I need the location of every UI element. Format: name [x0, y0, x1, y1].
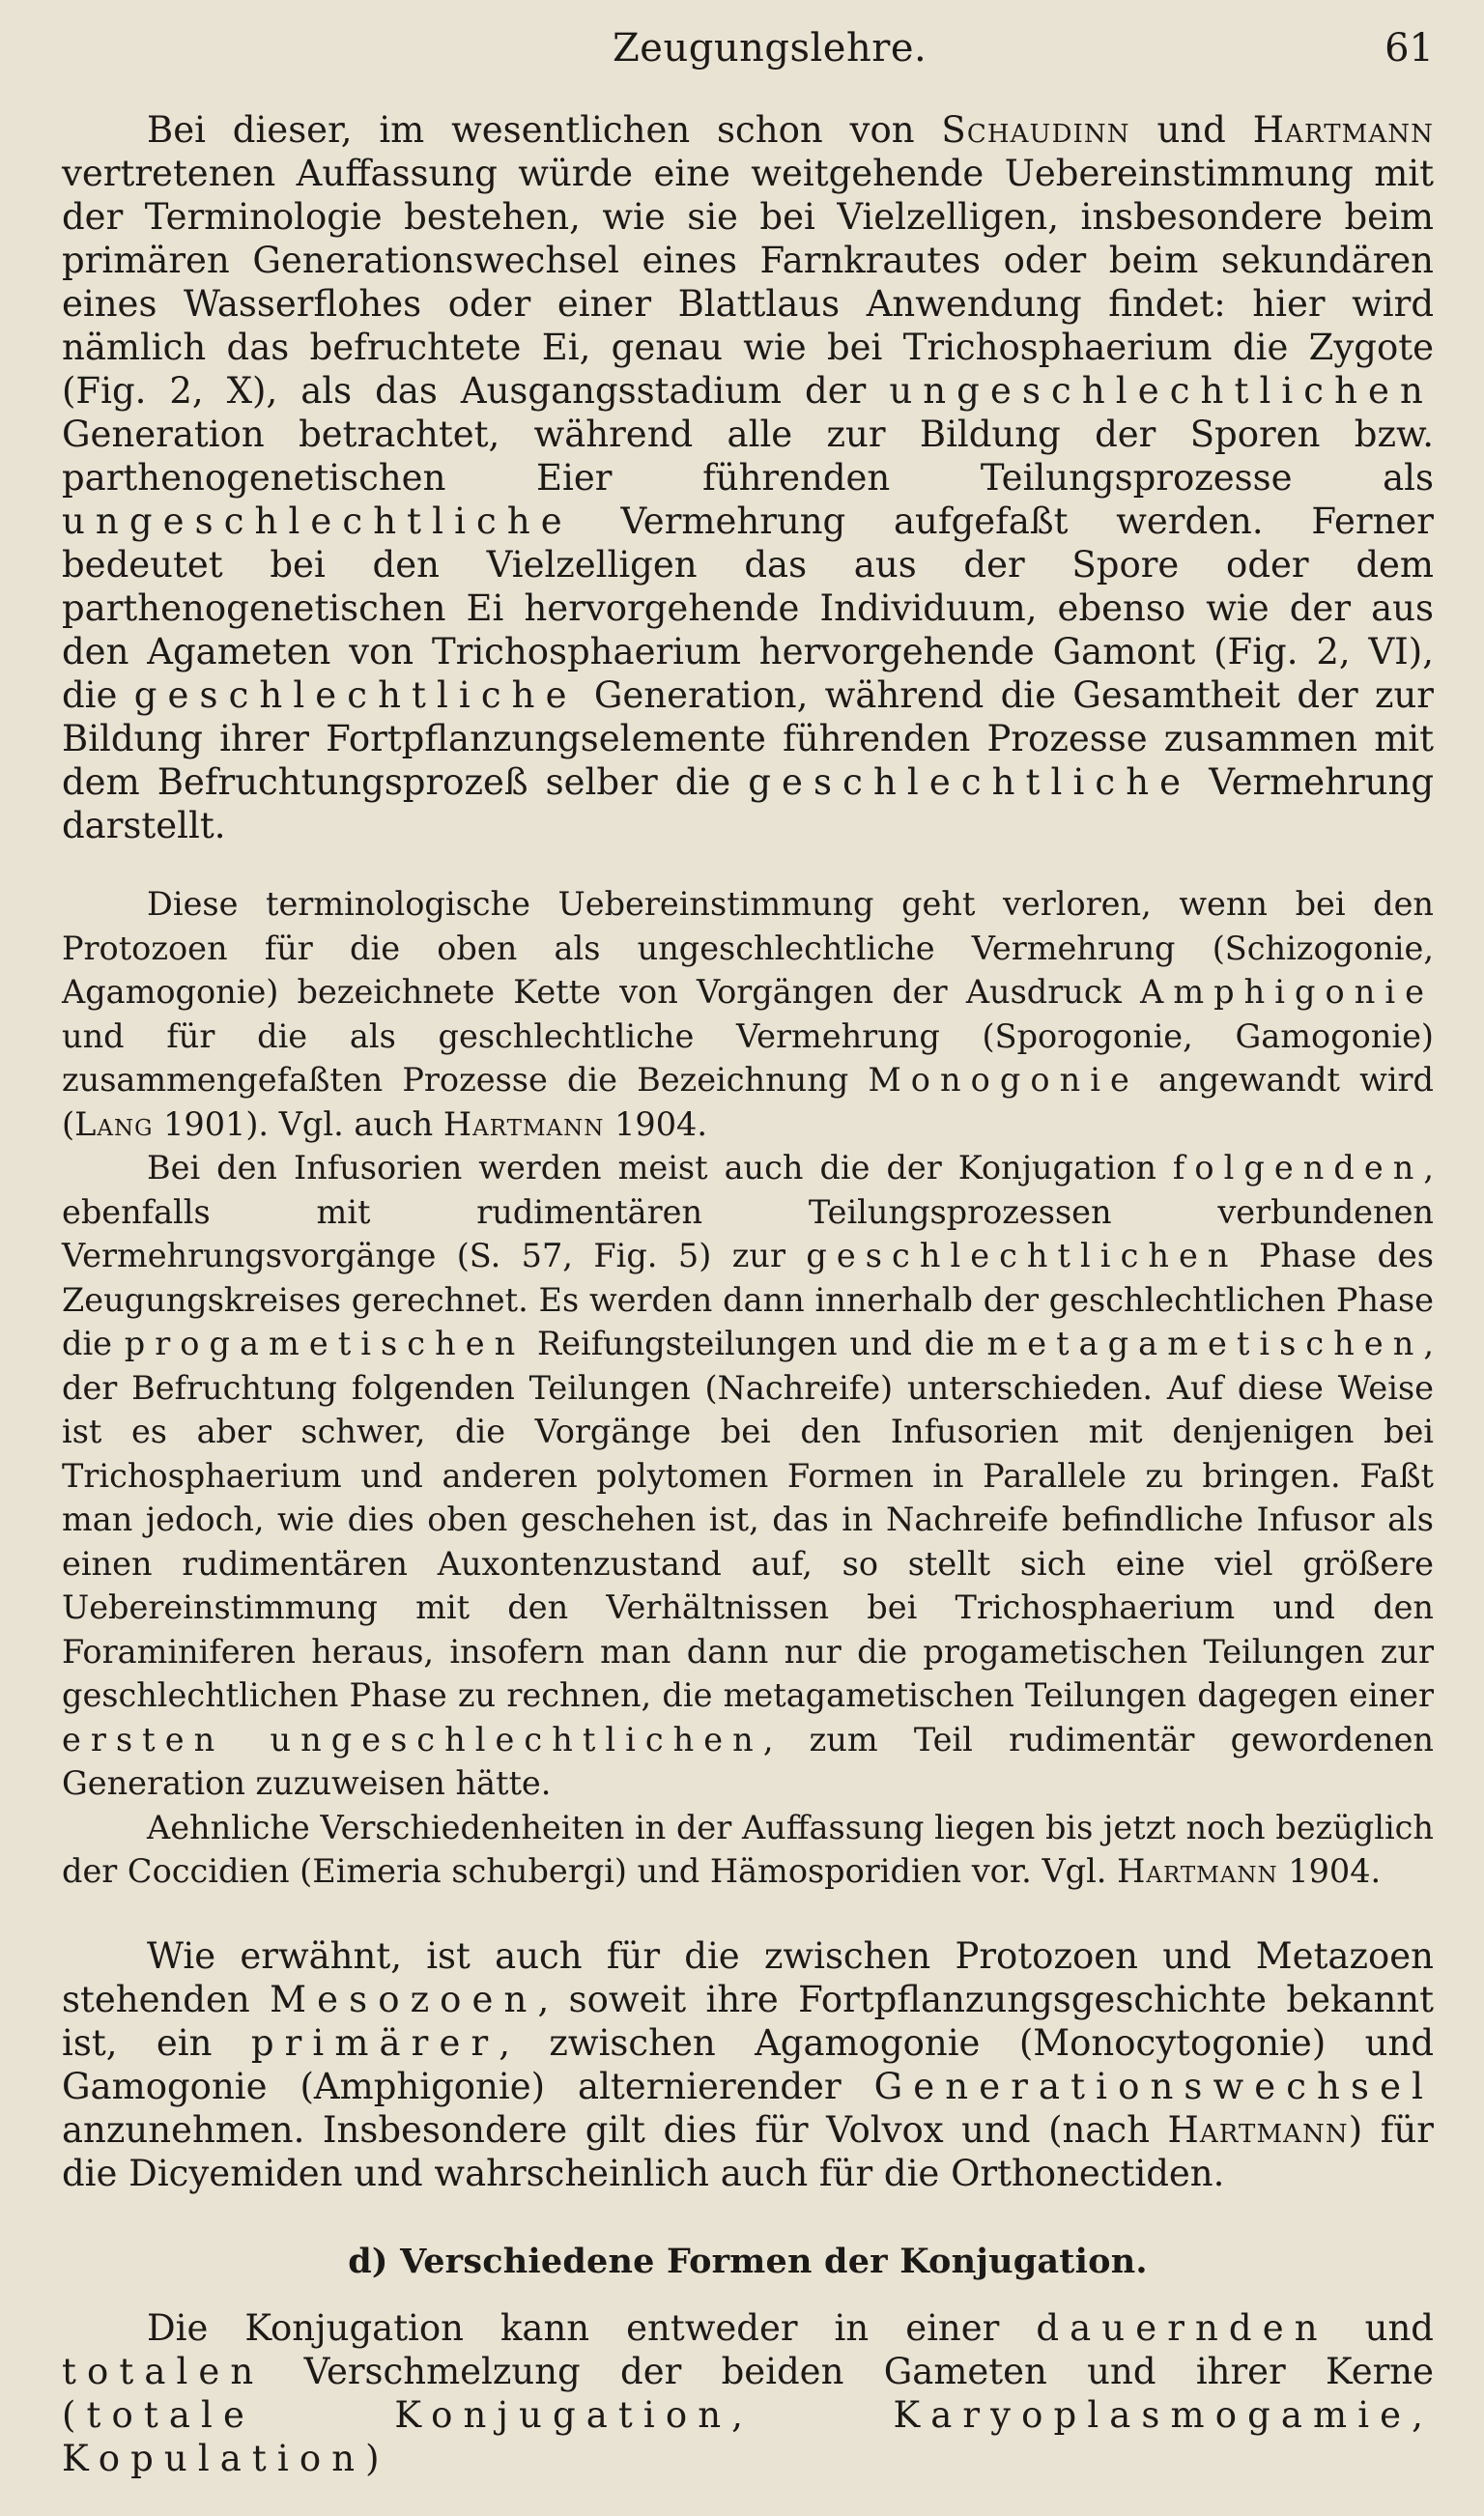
emphasis: Monogonie: [868, 1061, 1139, 1099]
paragraph-6: Die Konjugation kann entweder in einer dauernden und totalen Verschmelzung der beiden Gameten und ihrer Kerne (totale Konjugation, Karyoplasmogamie, Kopulation): [62, 2306, 1434, 2479]
author-name: Hartmann: [1252, 109, 1434, 151]
emphasis: metagametischen: [986, 1325, 1424, 1362]
emphasis: progametischen: [124, 1325, 526, 1362]
author-name: Hartmann: [1117, 1852, 1278, 1890]
emphasis: folgenden: [1172, 1149, 1424, 1187]
emphasis: ungeschlechtlichen: [889, 370, 1434, 412]
running-title: Zeugungslehre.: [613, 26, 928, 71]
paragraph-2: Diese terminologische Uebereinstimmung geht verloren, wenn bei den Protozoen für die oben als ungeschlechtliche Vermehrung (Schizogonie, Agamogonie) bezeichnete Kette von Vorgängen der Ausdruck Amphigonie und für die als geschlechtliche Vermehrung (Sporogonie, Gamogonie) zusammengefaßten Prozesse die Bezeichnung Monogonie angewandt wird (Lang 1901). Vgl. auch Hartmann 1904.: [62, 885, 1434, 1143]
emphasis: ungeschlechtliche: [62, 500, 573, 542]
page-number: 61: [1384, 26, 1434, 71]
paragraph-1: Bei dieser, im wesentlichen schon von Schaudinn und Hartmann vertretenen Auffassung würde eine weitgehende Uebereinstimmung mit der Terminologie bestehen, wie sie bei Vielzelligen, insbesondere beim primären Generationswechsel eines Farnkrautes oder beim sekundären eines Wasserflohes oder einer Blattlaus Anwendung findet: hier wird nämlich das befruchtete Ei, genau wie bei Trichosphaerium die Zygote (Fig. 2, X), als das Ausgangsstadium der ungeschlechtlichen Generation betrachtet, während alle zur Bildung der Sporen bzw. parthenogenetischen Eier führenden Teilungsprozesse als ungeschlechtliche Vermehrung aufgefaßt werden. Ferner bedeutet bei den Vielzelligen das aus der Spore oder dem parthenogenetischen Ei hervorgehende Individuum, ebenso wie der aus den Agameten von Trichosphaerium hervorgehende Gamont (Fig. 2, VI), die geschlechtliche Generation, während die Gesamtheit der zur Bildung ihrer Fortpflanzungselemente führenden Prozesse zusammen mit dem Befruchtungsprozeß selber die geschlechtliche Vermehrung darstellt.: [62, 109, 1435, 846]
emphasis: geschlechtliche: [748, 761, 1192, 803]
emphasis: geschlechtlichen: [806, 1237, 1239, 1274]
emphasis: (totale Konjugation, Karyoplasmogamie, Kopulation): [62, 2393, 1434, 2479]
emphasis: Amphigonie: [1140, 973, 1434, 1011]
emphasis: Mesozoen: [270, 1978, 538, 2020]
emphasis: dauernden: [1036, 2306, 1328, 2349]
running-head: [62, 26, 1434, 71]
author-name: Hartmann: [442, 1104, 605, 1143]
emphasis: totalen: [62, 2350, 265, 2392]
author-name: Lang: [74, 1104, 154, 1143]
author-name: Schaudinn: [941, 109, 1130, 151]
emphasis: Generationswechsel: [873, 2065, 1434, 2107]
emphasis: primärer: [250, 2021, 499, 2064]
emphasis: geschlechtliche: [133, 674, 578, 716]
emphasis: ersten ungeschlechtlichen: [62, 1720, 763, 1758]
section-heading: d) Verschiedene Formen der Konjugation.: [348, 2241, 1148, 2281]
paragraph-3: Bei den Infusorien werden meist auch die der Konjugation folgenden, ebenfalls mit rudimentären Teilungsprozessen verbundenen Vermehrungsvorgänge (S. 57, Fig. 5) zur geschlechtlichen Phase des Zeugungskreises gerechnet. Es werden dann innerhalb der geschlechtlichen Phase die progametischen Reifungsteilungen und die metagametischen, der Befruchtung folgenden Teilungen (Nachreife) unterschieden. Auf diese Weise ist es aber schwer, die Vorgänge bei den Infusorien mit denjenigen bei Trichosphaerium und anderen polytomen Formen in Parallele zu bringen. Faßt man jedoch, wie dies oben geschehen ist, das in Nachreife befindliche Infusor als einen rudimentären Auxontenzustand auf, so stellt sich eine viel größere Uebereinstimmung mit den Verhältnissen bei Trichosphaerium und den Foraminiferen heraus, insofern man dann nur die progametischen Teilungen zur geschlechtlichen Phase zu rechnen, die metagametischen Teilungen dagegen einer ersten ungeschlechtlichen, zum Teil rudimentär gewordenen Generation zuzuweisen hätte.: [62, 1149, 1435, 1802]
paragraph-4: Aehnliche Verschiedenheiten in der Auffassung liegen bis jetzt noch bezüglich der Coccidien (Eimeria schubergi) und Hämosporidien vor. Vgl. Hartmann 1904.: [62, 1808, 1434, 1890]
author-name: Hartmann: [1167, 2108, 1349, 2151]
paragraph-5: Wie erwähnt, ist auch für die zwischen Protozoen und Metazoen stehenden Mesozoen, soweit ihre Fortpflanzungsgeschichte bekannt ist, ein primärer, zwischen Agamogonie (Monocytogonie) und Gamogonie (Amphigonie) alternierender Generationswechsel anzunehmen. Insbesondere gilt dies für Volvox und (nach Hartmann) für die Dicyemiden und wahrscheinlich auch für die Orthonectiden.: [62, 1934, 1434, 2194]
